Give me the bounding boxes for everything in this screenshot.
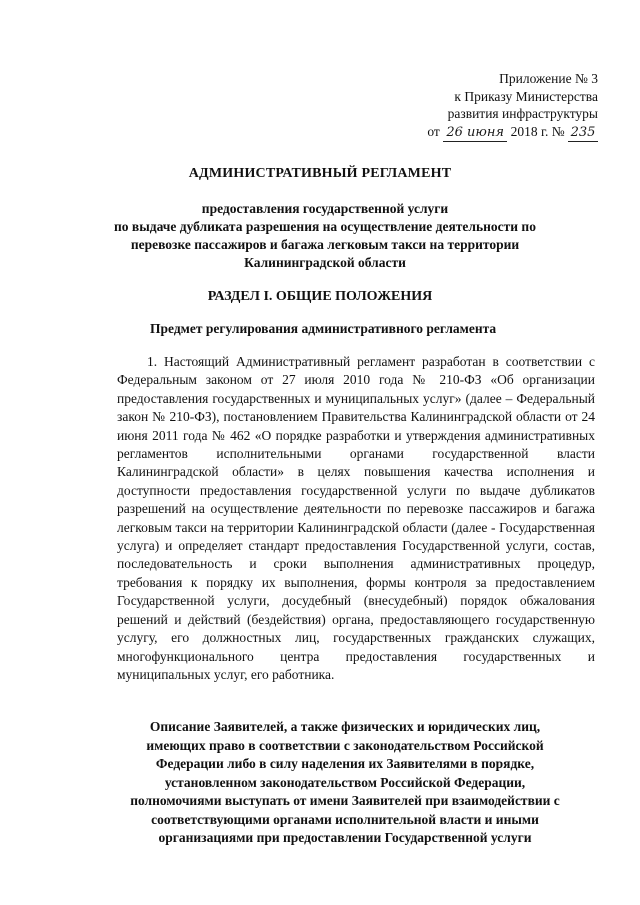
subtitle-line: Калининградской области xyxy=(244,255,406,270)
date-year: 2018 г. № xyxy=(510,123,565,139)
subtitle-line: перевозке пассажиров и багажа легковым такси на территории xyxy=(130,237,520,252)
subtitle-line: по выдаче дубликата разрешения на осуществление деятельности по xyxy=(114,219,536,234)
appendix-line-3: развития инфраструктуры xyxy=(447,106,598,121)
appendix-block xyxy=(427,70,598,142)
subtitle-line: предоставления государственной услуги xyxy=(201,201,449,216)
description-line: соответствующими органами исполнительной власти и иными xyxy=(151,811,539,827)
document-title: АДМИНИСТРАТИВНЫЙ РЕГЛАМЕНТ xyxy=(188,166,452,181)
document-subtitle xyxy=(90,200,560,272)
handwritten-date: 26 июня xyxy=(443,124,507,143)
description-line: Описание Заявителей, а также физических и юридических лиц, xyxy=(149,719,541,734)
appendix-date-line xyxy=(427,123,598,143)
section-heading: РАЗДЕЛ I. ОБЩИЕ ПОЛОЖЕНИЯ xyxy=(207,289,433,304)
appendix-line-1: Приложение № 3 xyxy=(499,71,598,86)
description-line: полномочиями выступать от имени Заявителей при взаимодействии с xyxy=(130,793,560,808)
description-line: имеющих право в соответствии с законодательством Российской xyxy=(146,737,544,753)
description-line: Федерации либо в силу наделения их Заявителями в порядке, xyxy=(155,756,535,771)
subject-heading: Предмет регулирования административного регламента xyxy=(150,321,497,336)
handwritten-number: 235 xyxy=(568,124,598,143)
description-line: установленном законодательством Российской Федерации, xyxy=(164,774,526,790)
applicants-description-heading xyxy=(105,718,585,848)
description-line: организациями при предоставлении Государственной услуги xyxy=(158,830,532,845)
appendix-line-2: к Приказу Министерства xyxy=(454,88,598,104)
paragraph-1: 1. Настоящий Административный регламент разработан в соответствии с Федеральным законом от 27 июля 2010 года № 210-ФЗ «Об организации предоставления государственных и муниципальных услуг» (далее – Федеральный закон № 210-ФЗ), постановлением Правительства Калининградской области от 24 июня 2011 года № 462 «О порядке разработки и утверждения административных регламентов исполнительными органами государственной власти Калининградской области» в целях повышения качества исполнения и доступности предоставления государственной услуги по выдаче дубликатов разрешений на осуществление деятельности по перевозке пассажиров и багажа легковым такси на территории Калининградской области (далее - Государственная услуга) и определяет стандарт предоставления Государственной услуги, состав, последовательность и сроки выполнения административных процедур, требования к порядку их выполнения, формы контроля за предоставлением Государственной услуги, досудебный (внесудебный) порядок обжалования решений и действий (бездействия) органа, предоставляющего государственную услугу, его должностных лиц, государственных гражданских служащих, многофункционального центра предоставления государственных и муниципальных услуг, его работника. xyxy=(117,354,595,682)
date-prefix: от xyxy=(427,123,440,139)
